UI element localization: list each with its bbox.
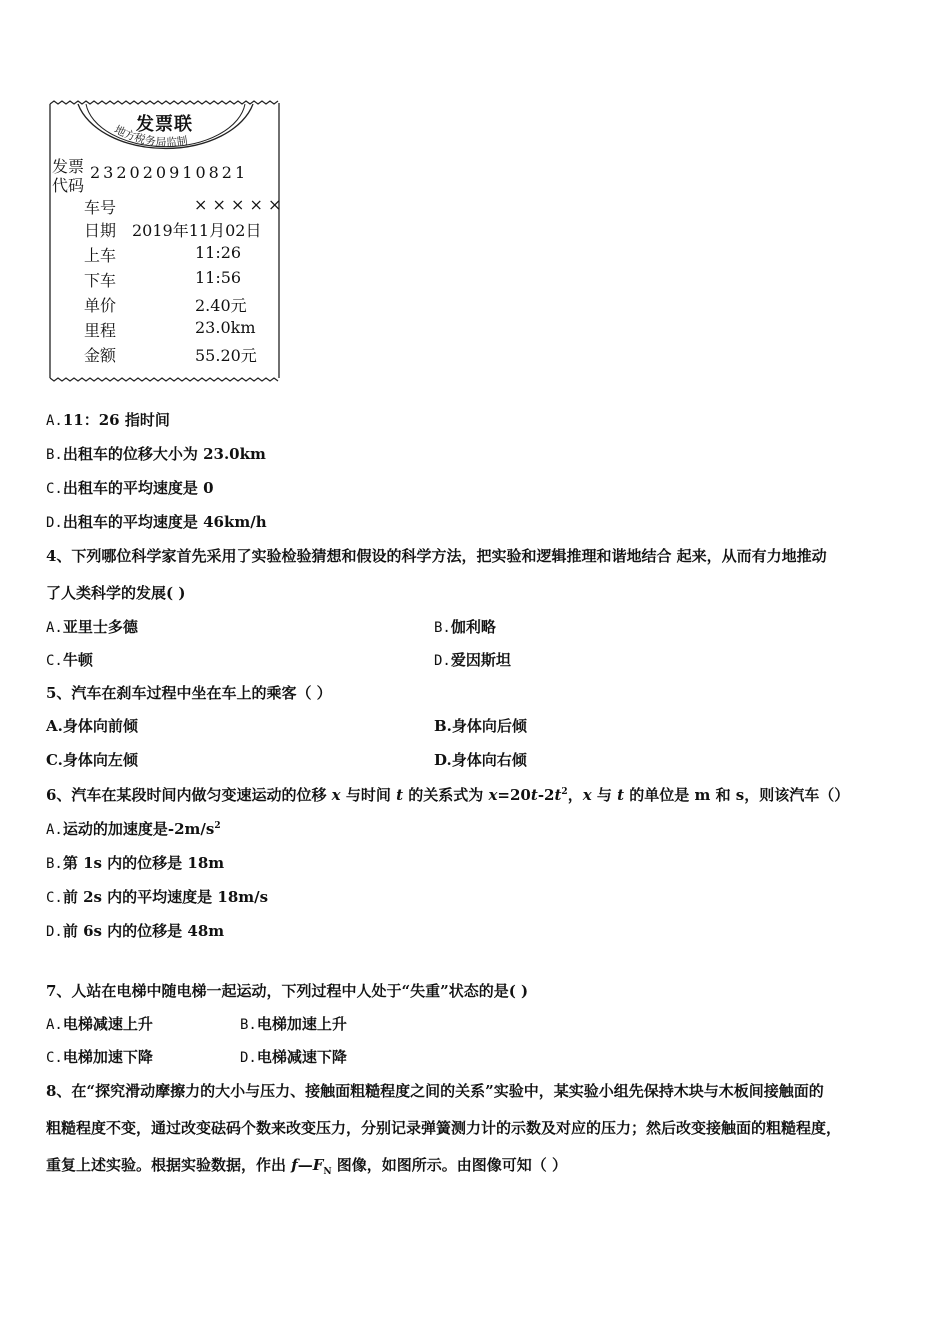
invoice-code-label-1: 发票 [52, 157, 85, 176]
q8-stem-line-1: 8、在“探究滑动摩擦力的大小与压力、接触面粗糙程度之间的关系”实验中，某实验小组先保持木块与木板间接触面的 [46, 1082, 824, 1100]
q6-stem: 6、汽车在某段时间内做匀变速运动的位移 x 与时间 t 的关系式为 $x=20t-2t^2$，x 与 t 的单位是 m 和 s，则该汽车（） [46, 786, 850, 804]
q5-option-a: A.身体向前倾 [46, 717, 138, 735]
q4-option-b: B.伽利略 [434, 618, 496, 636]
receipt-label-board: 上车 [84, 246, 117, 265]
receipt-arc-text: 地方税务局监制 [112, 122, 189, 150]
q8-stem-line-2: 粗糙程度不变，通过改变砝码个数来改变压力，分别记录弹簧测力计的示数及对应的压力；然后改变接触面的粗糙程度， [46, 1119, 842, 1137]
q5-stem: 5、汽车在刹车过程中坐在车上的乘客（ ） [46, 684, 332, 702]
receipt-value-amount: 55.20元 [195, 346, 257, 365]
receipt-value-mileage: 23.0km [195, 318, 256, 337]
q3-option-d: D.出租车的平均速度是 46km/h [46, 513, 267, 531]
q4-stem-line-1: 4、下列哪位科学家首先采用了实验检验猜想和假设的科学方法，把实验和逻辑推理和谐地结合 起来，从而有力地推动 [46, 547, 827, 565]
q6-option-b: B.第 1s 内的位移是 18m [46, 854, 225, 872]
receipt-label-alight: 下车 [84, 271, 117, 290]
q4-stem-line-2: 了人类科学的发展( ) [46, 584, 186, 602]
invoice-code-value: 232020910821 [90, 163, 249, 182]
receipt-label-amount: 金额 [84, 346, 117, 365]
taxi-receipt [48, 100, 281, 384]
q4-option-c: C.牛顿 [46, 651, 93, 669]
receipt-value-date: 2019年11月02日 [132, 221, 262, 240]
receipt-border [48, 100, 281, 384]
q5-option-b: B.身体向后倾 [434, 717, 527, 735]
receipt-label-unit-price: 单价 [84, 296, 117, 315]
receipt-label-date: 日期 [84, 221, 117, 240]
q6-option-d: D.前 6s 内的位移是 48m [46, 922, 225, 940]
receipt-value-alight: 11:56 [195, 268, 242, 287]
q4-option-d: D.爱因斯坦 [434, 651, 511, 669]
receipt-value-board: 11:26 [195, 243, 242, 262]
q7-option-b: B.电梯加速上升 [240, 1015, 347, 1033]
receipt-title: 发票联 [136, 114, 193, 135]
q6-option-a: A.运动的加速度是$-2m/s^2$ [46, 820, 221, 838]
q7-stem: 7、人站在电梯中随电梯一起运动，下列过程中人处于“失重”状态的是( ) [46, 982, 529, 1000]
invoice-code-label-2: 代码 [52, 176, 85, 195]
q6-option-c: C.前 2s 内的平均速度是 18m/s [46, 888, 269, 906]
receipt-label-mileage: 里程 [84, 321, 117, 340]
q3-option-b: B.出租车的位移大小为 23.0km [46, 445, 266, 463]
q5-option-d: D.身体向右倾 [434, 751, 527, 769]
q7-option-a: A.电梯减速上升 [46, 1015, 153, 1033]
q3-option-a: A.11：26 指时间 [46, 411, 170, 429]
q7-option-d: D.电梯减速下降 [240, 1048, 347, 1066]
q7-option-c: C.电梯加速下降 [46, 1048, 153, 1066]
receipt-label-plate: 车号 [84, 198, 117, 217]
q4-option-a: A.亚里士多德 [46, 618, 138, 636]
receipt-value-plate: × × × × × [194, 195, 282, 214]
q3-option-c: C.出租车的平均速度是 0 [46, 479, 214, 497]
receipt-value-unit-price: 2.40元 [195, 296, 247, 315]
q5-option-c: C.身体向左倾 [46, 751, 138, 769]
q8-stem-line-3: 重复上述实验。根据实验数据，作出 $f—F_N$ 图像，如图所示。由图像可知（ ） [46, 1156, 568, 1177]
